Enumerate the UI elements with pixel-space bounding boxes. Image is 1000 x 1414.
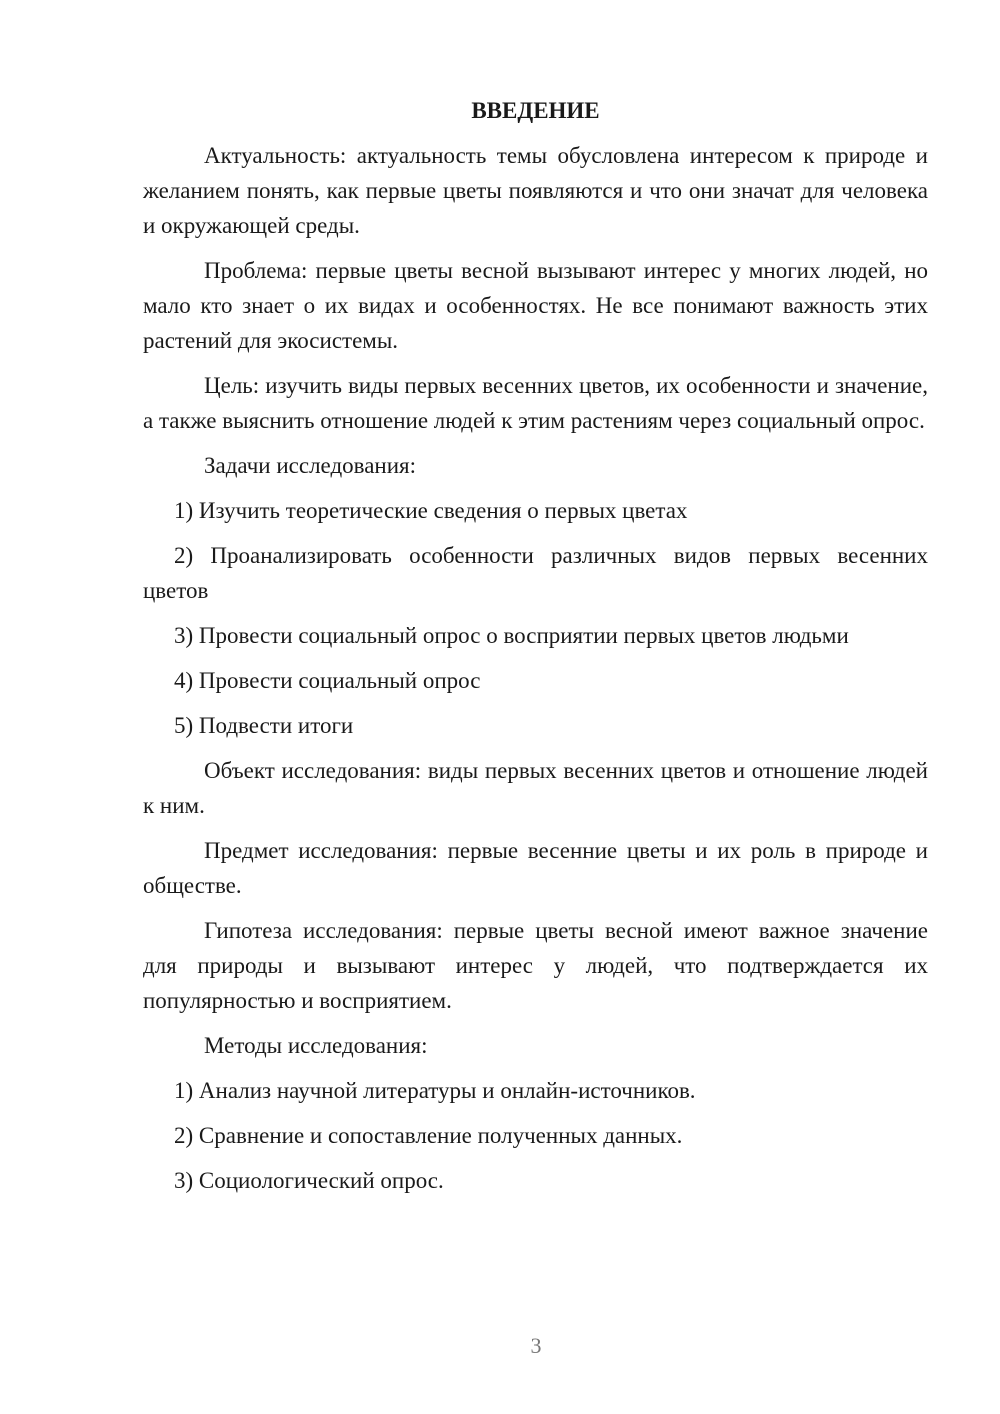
section-heading: ВВЕДЕНИЕ xyxy=(471,98,600,123)
document-body xyxy=(143,93,928,1208)
task-item: 1) Изучить теоретические сведения о первых цветах xyxy=(174,498,688,523)
paragraph-relevance: Актуальность: актуальность темы обусловлена интересом к природе и желанием понять, как первые цветы появляются и что они значат для человека и окружающей среды. xyxy=(143,143,928,238)
tasks-heading: Задачи исследования: xyxy=(204,453,417,478)
methods-heading: Методы исследования: xyxy=(204,1033,428,1058)
task-item: 5) Подвести итоги xyxy=(174,713,354,738)
task-item: 2) Проанализировать особенности различных видов первых весенних цветов xyxy=(143,543,928,603)
method-item: 1) Анализ научной литературы и онлайн-источников. xyxy=(174,1078,696,1103)
paragraph-problem: Проблема: первые цветы весной вызывают интерес у многих людей, но мало кто знает о их видах и особенностях. Не все понимают важность этих растений для экосистемы. xyxy=(143,258,928,353)
paragraph-hypothesis: Гипотеза исследования: первые цветы весной имеют важное значение для природы и вызывают интерес у людей, что подтверждается их популярностью и восприятием. xyxy=(143,918,928,1013)
paragraph-goal: Цель: изучить виды первых весенних цветов, их особенности и значение, а также выяснить отношение людей к этим растениям через социальный опрос. xyxy=(143,373,928,433)
method-item: 3) Социологический опрос. xyxy=(174,1168,444,1193)
method-item: 2) Сравнение и сопоставление полученных данных. xyxy=(174,1123,683,1148)
page-number: 3 xyxy=(530,1333,542,1358)
task-item: 3) Провести социальный опрос о восприятии первых цветов людьми xyxy=(174,623,849,648)
task-item: 4) Провести социальный опрос xyxy=(174,668,481,693)
paragraph-subject: Предмет исследования: первые весенние цветы и их роль в природе и обществе. xyxy=(143,838,928,898)
paragraph-object: Объект исследования: виды первых весенних цветов и отношение людей к ним. xyxy=(143,758,928,818)
